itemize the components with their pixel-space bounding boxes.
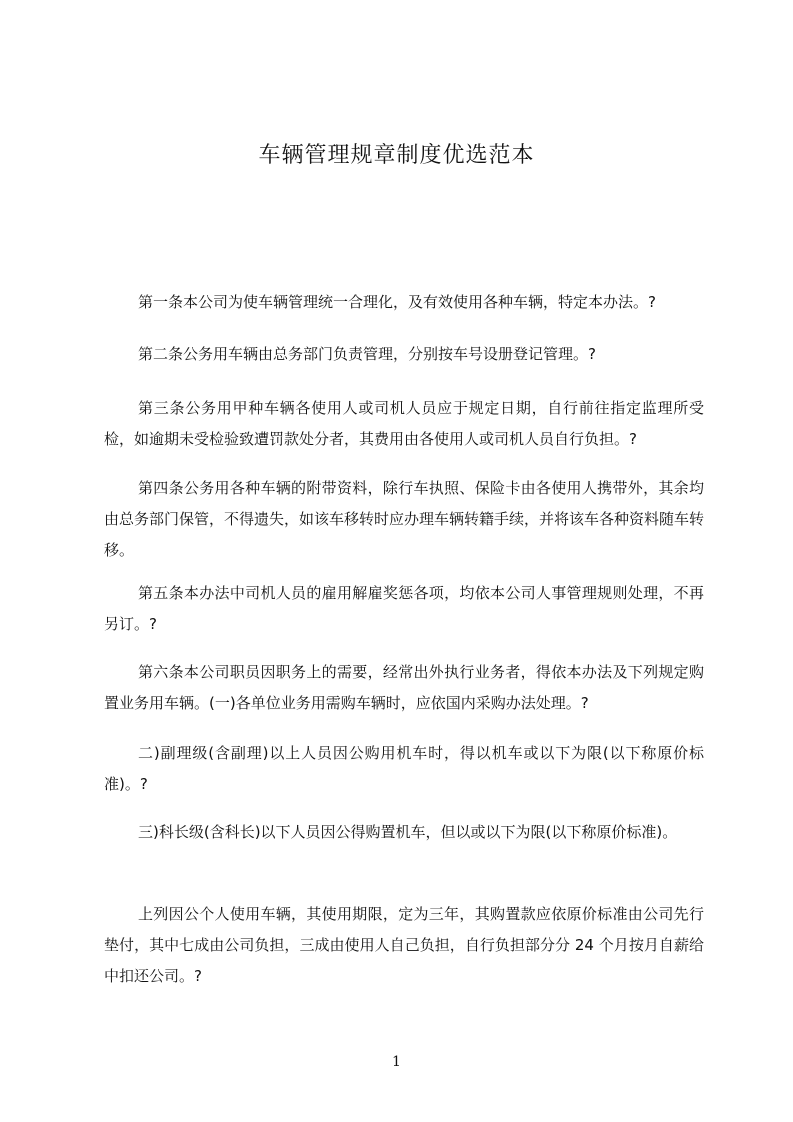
paragraph-item-3: 三)科长级(含科长)以下人员因公得购置机车，但以或以下为限(以下称原价标准)。 <box>138 823 678 841</box>
document-title: 车辆管理规章制度优选范本 <box>258 143 535 168</box>
paragraph-article-5: 第五条本办法中司机人员的雇用解雇奖惩各项，均依本公司人事管理规则处理，不再另订。? <box>104 584 704 633</box>
paragraph-item-2: 二)副理级(含副理)以上人员因公购用机车时，得以机车或以下为限(以下称原价标准)。? <box>104 744 704 793</box>
paragraph-article-3: 第三条公务用甲种车辆各使用人或司机人员应于规定日期，自行前往指定监理所受检，如逾期未受检验致遭罚款处分者，其费用由各使用人或司机人员自行负担。? <box>104 399 704 448</box>
paragraph-article-4: 第四条公务用各种车辆的附带资料，除行车执照、保险卡由各使用人携带外，其余均由总务部门保管，不得遗失，如该车移转时应办理车辆转籍手续，并将该车各种资料随车转移。 <box>104 479 705 559</box>
paragraph-article-2: 第二条公务用车辆由总务部门负责管理，分别按车号设册登记管理。? <box>138 345 596 363</box>
paragraph-article-6: 第六条本公司职员因职务上的需要，经常出外执行业务者，得依本办法及下列规定购置业务用车辆。(一)各单位业务用需购车辆时，应依国内采购办法处理。? <box>104 663 704 712</box>
page-number: 1 <box>392 1054 401 1070</box>
paragraph-usage-terms: 上列因公个人使用车辆，其使用期限，定为三年，其购置款应依原价标准由公司先行垫付，其中七成由公司负担，三成由使用人自己负担，自行负担部分分 24 个月按月自薪给中扣还公司。? <box>104 905 704 985</box>
paragraph-article-1: 第一条本公司为使车辆管理统一合理化，及有效使用各种车辆，特定本办法。? <box>138 293 656 311</box>
